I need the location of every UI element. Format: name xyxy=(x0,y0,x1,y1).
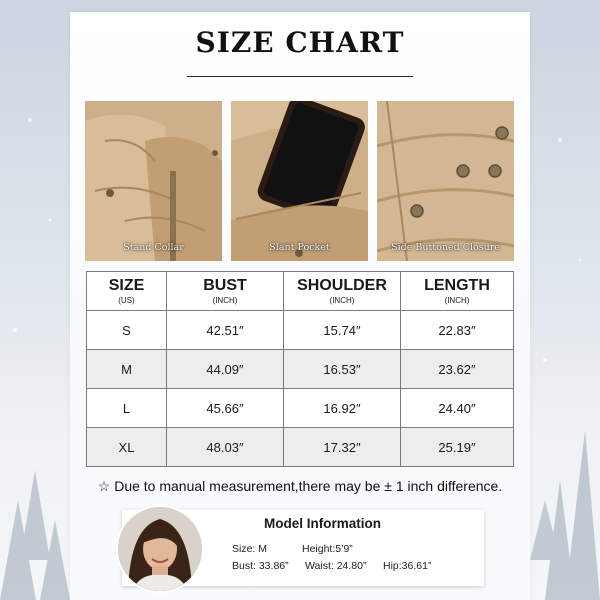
cell-shoulder: 17.32″ xyxy=(284,428,401,467)
header-unit: (US) xyxy=(118,296,135,305)
size-table xyxy=(86,271,514,467)
cell-size: S xyxy=(87,311,167,350)
side-buttons-illustration xyxy=(377,101,514,261)
header-unit: (INCH) xyxy=(444,296,470,305)
cell-shoulder: 16.92″ xyxy=(284,389,401,428)
cell-shoulder: 16.53″ xyxy=(284,350,401,389)
slant-pocket-illustration xyxy=(231,101,368,261)
cell-size: M xyxy=(87,350,167,389)
cell-shoulder: 15.74″ xyxy=(284,311,401,350)
model-info-heading: Model Information xyxy=(264,516,381,531)
header-length xyxy=(401,272,514,311)
measurement-note: ☆ Due to manual measurement,there may be ± 1 inch difference. xyxy=(97,478,503,494)
caption-slant-pocket: Slant Pocket xyxy=(269,242,330,253)
cell-length: 22.83″ xyxy=(401,311,514,350)
title-divider xyxy=(187,76,413,77)
cell-bust: 44.09″ xyxy=(167,350,284,389)
header-label: LENGTH xyxy=(424,277,490,294)
cell-bust: 42.51″ xyxy=(167,311,284,350)
cell-size: L xyxy=(87,389,167,428)
header-shoulder xyxy=(284,272,401,311)
model-size: Size: M xyxy=(232,543,268,555)
cell-length: 24.40″ xyxy=(401,389,514,428)
model-waist: Waist: 24.80” xyxy=(305,560,367,572)
header-label: SHOULDER xyxy=(297,277,387,294)
header-bust xyxy=(167,272,284,311)
header-label: SIZE xyxy=(108,277,145,294)
header-unit: (INCH) xyxy=(329,296,355,305)
photo-side-buttoned-closure xyxy=(377,101,514,261)
stand-collar-illustration xyxy=(85,101,222,261)
model-bust: Bust: 33.86” xyxy=(232,560,289,572)
caption-side-buttoned-closure: Side Buttoned Closure xyxy=(391,242,500,253)
table-row xyxy=(87,428,514,467)
model-height: Height:5’9” xyxy=(302,543,353,555)
table-row xyxy=(87,311,514,350)
model-hip: Hip:36.61” xyxy=(383,560,432,572)
cell-bust: 48.03″ xyxy=(167,428,284,467)
header-size xyxy=(87,272,167,311)
cell-length: 23.62″ xyxy=(401,350,514,389)
page-title: SIZE CHART xyxy=(195,26,405,59)
cell-length: 25.19″ xyxy=(401,428,514,467)
table-header-row xyxy=(87,272,514,311)
header-label: BUST xyxy=(203,277,247,294)
model-portrait-illustration xyxy=(118,507,202,591)
photo-slant-pocket xyxy=(231,101,368,261)
cell-size: XL xyxy=(87,428,167,467)
table-row xyxy=(87,389,514,428)
table-row xyxy=(87,350,514,389)
photo-stand-collar xyxy=(85,101,222,261)
model-avatar xyxy=(118,507,202,591)
header-unit: (INCH) xyxy=(212,296,238,305)
cell-bust: 45.66″ xyxy=(167,389,284,428)
caption-stand-collar: Stand Collar xyxy=(123,242,184,253)
